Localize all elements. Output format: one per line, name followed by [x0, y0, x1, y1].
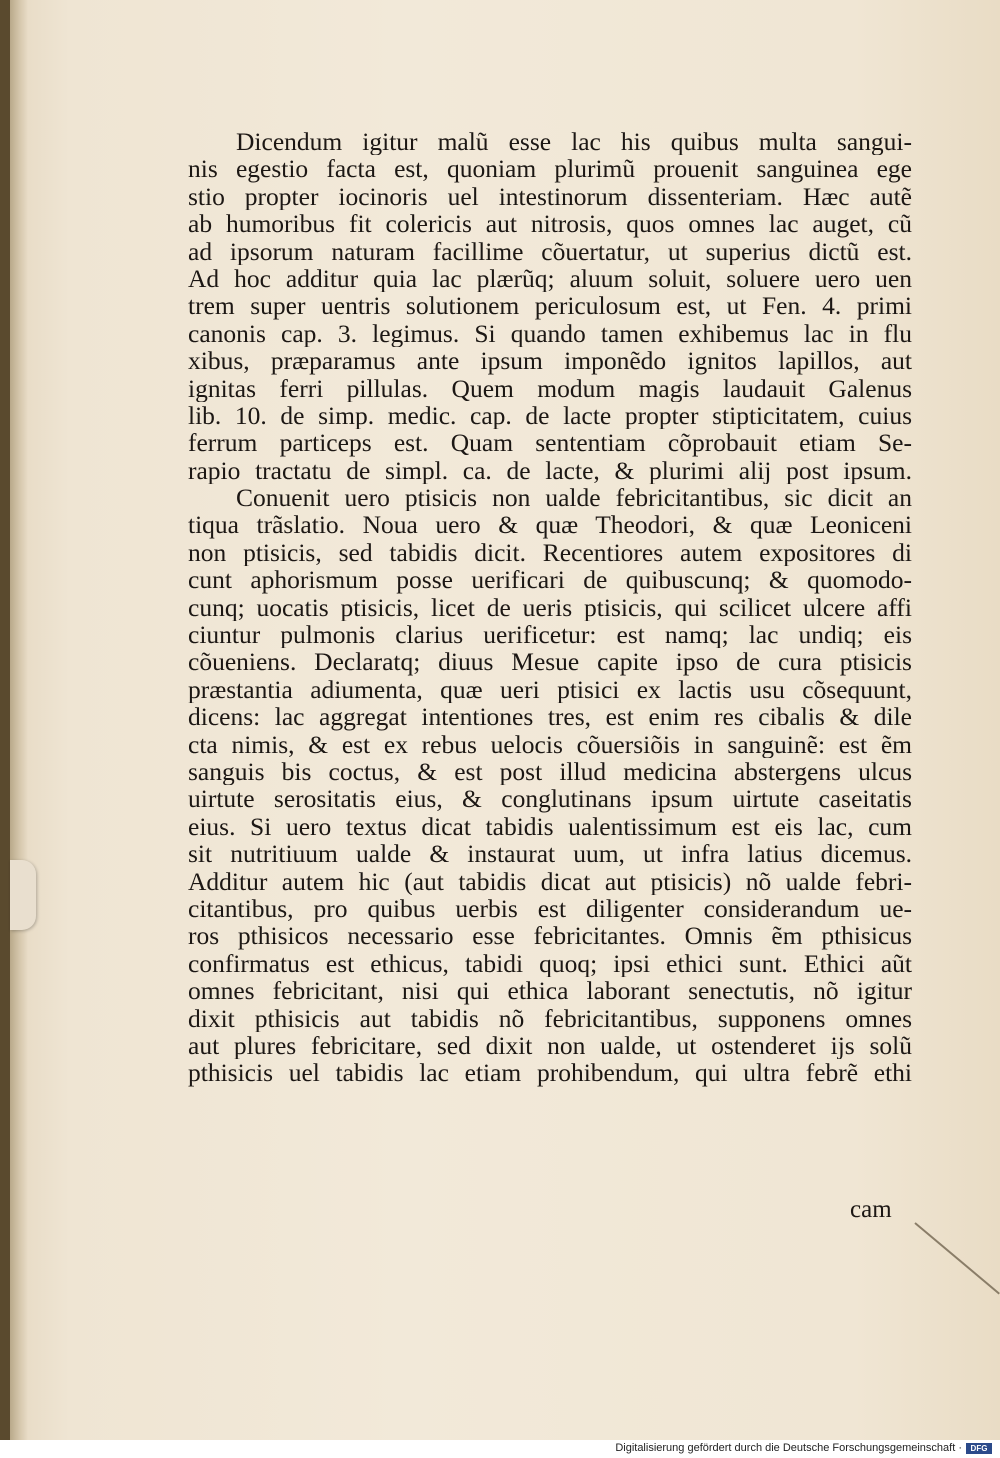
text-line: non ptisicis, sed tabidis dicit. Recentiores autem expositores di — [188, 538, 912, 567]
text-line: pthisicis uel tabidis lac etiam prohibendum, qui ultra febrẽ ethi — [188, 1059, 912, 1087]
text-line: tiqua trãslatio. Noua uero & quæ Theodori, & quæ Leoniceni — [188, 511, 912, 539]
text-line: ignitas ferri pillulas. Quem modum magis laudauit Galenus — [188, 374, 912, 402]
text-line: aut plures febricitare, sed dixit non ualde, ut ostenderet ijs solũ — [188, 1031, 912, 1060]
text-line: cunq; uocatis ptisicis, licet de ueris ptisicis, qui scilicet ulcere affi — [188, 593, 912, 622]
text-line: ad ipsorum naturam facillime cõuertatur, ut superius dictũ est. — [188, 237, 912, 265]
catchword: cam — [850, 1196, 892, 1223]
text-line: Conuenit uero ptisicis non ualde febricitantibus, sic dicit an — [236, 484, 912, 512]
text-line: sit nutritiuum ualde & instaurat uum, ut infra latius dicemus. — [188, 840, 912, 868]
text-line: canonis cap. 3. legimus. Si quando tamen exhibemus lac in flu — [188, 319, 912, 348]
text-line: Additur autem hic (aut tabidis dicat aut ptisicis) nõ ualde febri- — [188, 867, 912, 895]
page-spine-shadow — [10, 0, 28, 1440]
text-line: cõueniens. Declaratq; diuus Mesue capite ipso de cura ptisicis — [188, 648, 912, 676]
text-line: rapio tractatu de simpl. ca. de lacte, & plurimi alij post ipsum. — [188, 456, 912, 485]
page-corner-crease — [914, 1222, 1000, 1294]
text-line: dixit pthisicis aut tabidis nõ febricitantibus, supponens omnes — [188, 1004, 912, 1032]
text-line: cta nimis, & est ex rebus uelocis cõuersiõis in sanguinẽ: est ẽm — [188, 730, 912, 758]
text-line: omnes febricitant, nisi qui ethica laborant senectutis, nõ igitur — [188, 977, 912, 1005]
text-line: dicens: lac aggregat intentiones tres, est enim res cibalis & dile — [188, 703, 912, 731]
text-line: ciuntur pulmonis clarius uerificetur: est namq; lac undiq; eis — [188, 621, 912, 649]
text-line: confirmatus est ethicus, tabidi quoq; ipsi ethici sunt. Ethici aũt — [188, 949, 912, 978]
text-line: xibus, præparamus ante ipsum imponẽdo ignitos lapillos, aut — [188, 347, 912, 375]
text-line: stio propter iocinoris uel intestinorum dissenteriam. Hæc autẽ — [188, 182, 912, 211]
text-line: sanguis bis coctus, & est post illud medicina abstergens ulcus — [188, 757, 912, 786]
paper-tab — [10, 860, 36, 930]
text-line: eius. Si uero textus dicat tabidis ualentissimum est eis lac, cum — [188, 812, 912, 841]
text-line: Dicendum igitur malũ esse lac his quibus multa sangui- — [236, 128, 912, 156]
text-line: uirtute serositatis eius, & conglutinans ipsum uirtute caseitatis — [188, 785, 912, 813]
digitization-credit: Digitalisierung gefördert durch die Deutsche Forschungsgemeinschaft · — [615, 1442, 962, 1454]
text-line: ab humoribus fit colericis aut nitrosis, quos omnes lac auget, cũ — [188, 210, 912, 238]
text-line: cunt aphorismum posse uerificari de quibuscunq; & quomodo- — [188, 566, 912, 594]
text-line: lib. 10. de simp. medic. cap. de lacte propter stipticitatem, cuius — [188, 401, 912, 430]
text-line: ros pthisicos necessario esse febricitantes. Omnis ẽm pthisicus — [188, 922, 912, 950]
text-line: ferrum particeps est. Quam sententiam cõprobauit etiam Se- — [188, 429, 912, 457]
text-line: præstantia adiumenta, quæ ueri ptisici ex lactis usu cõsequunt, — [188, 675, 912, 704]
text-line: Ad hoc additur quia lac plærũq; aluum soluit, soluere uero uen — [188, 264, 912, 293]
dfg-logo: DFG — [966, 1443, 992, 1454]
latin-text-block — [188, 128, 912, 1087]
text-line: trem super uentris solutionem periculosum est, ut Fen. 4. primi — [188, 292, 912, 320]
text-line: nis egestio facta est, quoniam plurimũ prouenit sanguinea ege — [188, 155, 912, 183]
text-line: citantibus, pro quibus uerbis est diligenter considerandum ue- — [188, 894, 912, 923]
